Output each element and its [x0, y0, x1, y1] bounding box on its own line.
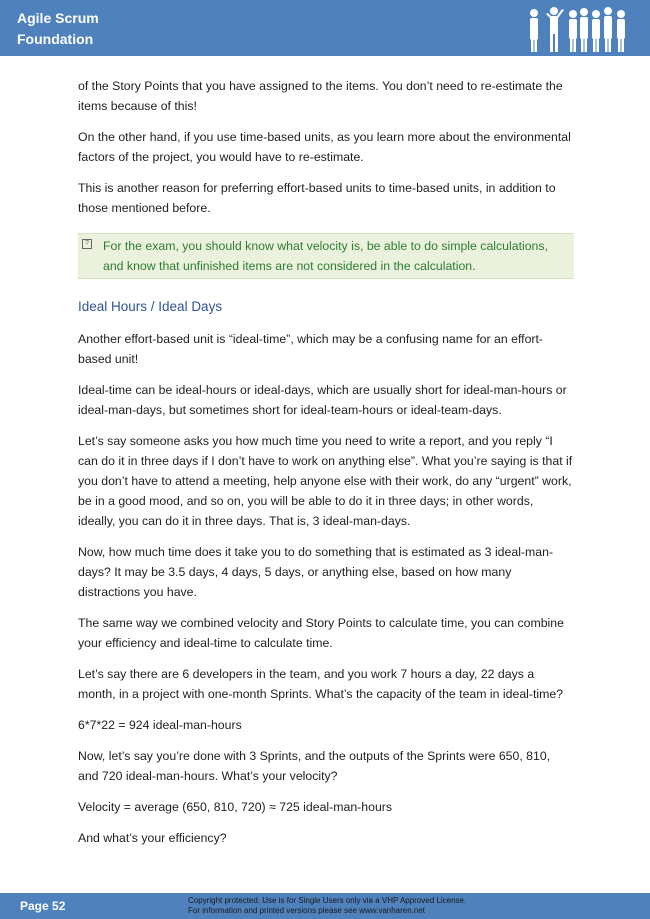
book-title-line1: Agile Scrum: [17, 10, 99, 26]
page-header: [0, 0, 650, 56]
copyright-notice: [188, 896, 518, 916]
copyright-line2: For information and printed versions please see www.vanharen.net: [188, 906, 426, 915]
section-heading: Ideal Hours / Ideal Days: [78, 299, 223, 314]
paragraph: Now, how much time does it take you to do something that is estimated as 3 ideal-man-days? It may be 3.5 days, 4 days, 5 days, or anything else, based on how many distractions you have.: [78, 545, 554, 599]
paragraph: Let’s say someone asks you how much time you need to write a report, and you reply “I can do it in three days if I don’t have to work on anything else”. What you’re saying is that if you don’t have to attend a meeting, help anyone else with their work, do any “urgent” work, be in a good mood, and so on, you will be able to do it in three days; in other words, ideally, you can do it in three days. That is, 3 ideal-man-days.: [78, 434, 573, 528]
paragraph: This is another reason for preferring effort-based units to time-based units, in addition to those mentioned before.: [78, 181, 556, 215]
book-title-line2: Foundation: [17, 31, 94, 47]
paragraph: of the Story Points that you have assigned to the items. You don’t need to re-estimate the items because of this!: [78, 79, 563, 113]
formula-velocity: Velocity = average (650, 810, 720) ≈ 725 ideal-man-hours: [78, 800, 393, 814]
page-content: [78, 76, 574, 859]
paragraph: The same way we combined velocity and Story Points to calculate time, you can combine your efficiency and ideal-time to calculate time.: [78, 616, 564, 650]
paragraph: Let’s say there are 6 developers in the team, and you work 7 hours a day, 22 days a month, in a project with one-month Sprints. What’s the capacity of the team in ideal-time?: [78, 667, 564, 701]
page-number: Page 52: [20, 899, 66, 913]
missing-glyph-icon: ?: [82, 239, 92, 249]
copyright-line1: Copyright protected. Use is for Single Users only via a VHP Approved License.: [188, 896, 467, 905]
exam-note-text: For the exam, you should know what velocity is, be able to do simple calculations, and know that unfinished items are not considered in the calculation.: [103, 239, 548, 273]
paragraph: Ideal-time can be ideal-hours or ideal-days, which are usually short for ideal-man-hours or ideal-man-days, but sometimes short for ideal-team-hours or ideal-team-days.: [78, 383, 567, 417]
page-footer: [0, 893, 650, 919]
exam-note-box: [78, 233, 574, 279]
book-title: [17, 8, 99, 50]
paragraph: On the other hand, if you use time-based units, as you learn more about the environmental factors of the project, you would have to re-estimate.: [78, 130, 571, 164]
formula-capacity: 6*7*22 = 924 ideal-man-hours: [78, 718, 242, 732]
people-silhouettes-icon: [526, 4, 636, 54]
paragraph: And what’s your efficiency?: [78, 831, 227, 845]
paragraph: Now, let’s say you’re done with 3 Sprints, and the outputs of the Sprints were 650, 810, and 720 ideal-man-hours. What’s your velocity?: [78, 749, 551, 783]
paragraph: Another effort-based unit is “ideal-time”, which may be a confusing name for an effort-based unit!: [78, 332, 544, 366]
